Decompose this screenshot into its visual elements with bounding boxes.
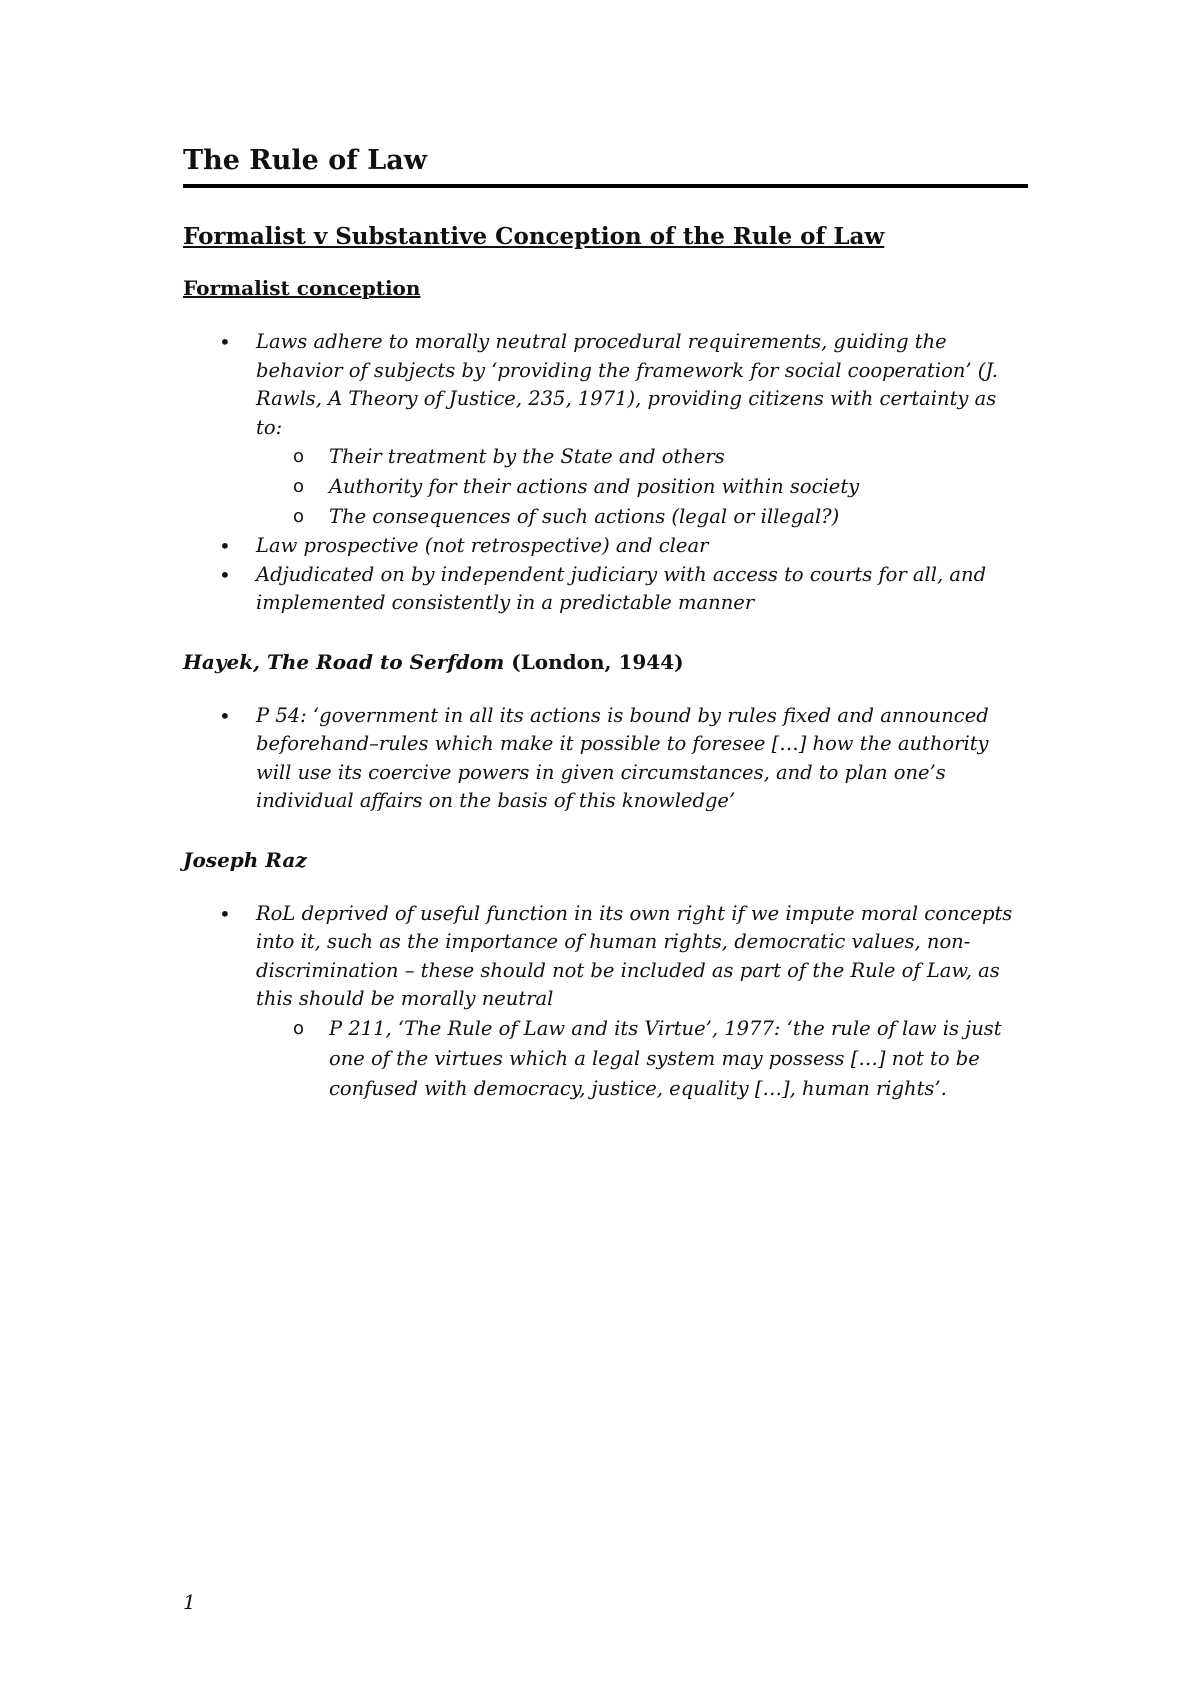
circle-bullet-icon: o (293, 1017, 305, 1039)
hayek-list (183, 702, 1028, 816)
bullet-icon: • (219, 534, 231, 558)
list-item-text: P 54: ‘government in all its actions is bound by rules fixed and announced beforehand–rules which make it possible to foresee […] how the authority will use its coercive powers in given circumstances, and to plan one’s individual affairs on the basis of this knowledge’ (256, 703, 989, 812)
list-item (183, 900, 1028, 1104)
sub-list-item-text: Authority for their actions and position within society (329, 475, 860, 498)
circle-bullet-icon: o (293, 506, 305, 527)
formalist-heading: Formalist conception (183, 276, 421, 300)
list-item (183, 328, 1028, 532)
sub-list-item-text: P 211, ‘The Rule of Law and its Virtue’, 1977: ‘the rule of law is just one of the virtues which a legal system may possess […] not to be confused with democracy, justice, equality […], human rights’. (329, 1016, 1002, 1100)
hayek-heading-title: Hayek, The Road to Serfdom (183, 649, 505, 674)
list-item (183, 561, 1028, 618)
bullet-icon: • (219, 562, 231, 587)
sub-list (256, 442, 1028, 532)
sub-list (256, 1014, 1028, 1104)
bullet-icon: • (219, 330, 231, 354)
formalist-list (183, 328, 1028, 618)
list-item-text: RoL deprived of useful function in its own right if we impute moral concepts into it, such as the importance of human rights, democratic values, non-discrimination – these should not be included as part of the Rule of Law, as this should be morally neutral (256, 901, 1013, 1010)
sub-list-item (256, 472, 1028, 502)
sub-list-item-text: The consequences of such actions (legal or illegal?) (329, 505, 840, 528)
section-heading: Formalist v Substantive Conception of the Rule of Law (183, 223, 885, 250)
raz-list (183, 900, 1028, 1104)
sub-list-item (256, 502, 1028, 532)
hayek-heading-citation: (London, 1944) (504, 649, 684, 674)
list-item-text: Laws adhere to morally neutral procedural requirements, guiding the behavior of subjects by ‘providing the framework for social cooperation’ (J. Rawls, A Theory of Justice, 235, 1971), providing citizens with certainty as to: (256, 330, 998, 439)
raz-heading (183, 846, 1028, 874)
sub-list-item-text: Their treatment by the State and others (329, 445, 725, 468)
page-content (183, 144, 1028, 1104)
list-item-text: Law prospective (not retrospective) and clear (256, 534, 709, 557)
list-item (183, 532, 1028, 561)
circle-bullet-icon: o (293, 446, 305, 467)
bullet-icon: • (219, 901, 231, 926)
list-item-text: Adjudicated on by independent judiciary with access to courts for all, and implemented consistently in a predictable manner (256, 562, 987, 614)
sub-list-item (256, 1014, 1028, 1104)
list-item (183, 702, 1028, 816)
bullet-icon: • (219, 703, 231, 728)
page-number: 1 (183, 1590, 196, 1614)
circle-bullet-icon: o (293, 476, 305, 497)
document-title: The Rule of Law (183, 144, 1028, 188)
raz-heading-title: Joseph Raz (183, 847, 307, 872)
hayek-heading (183, 648, 1028, 676)
sub-list-item (256, 442, 1028, 472)
